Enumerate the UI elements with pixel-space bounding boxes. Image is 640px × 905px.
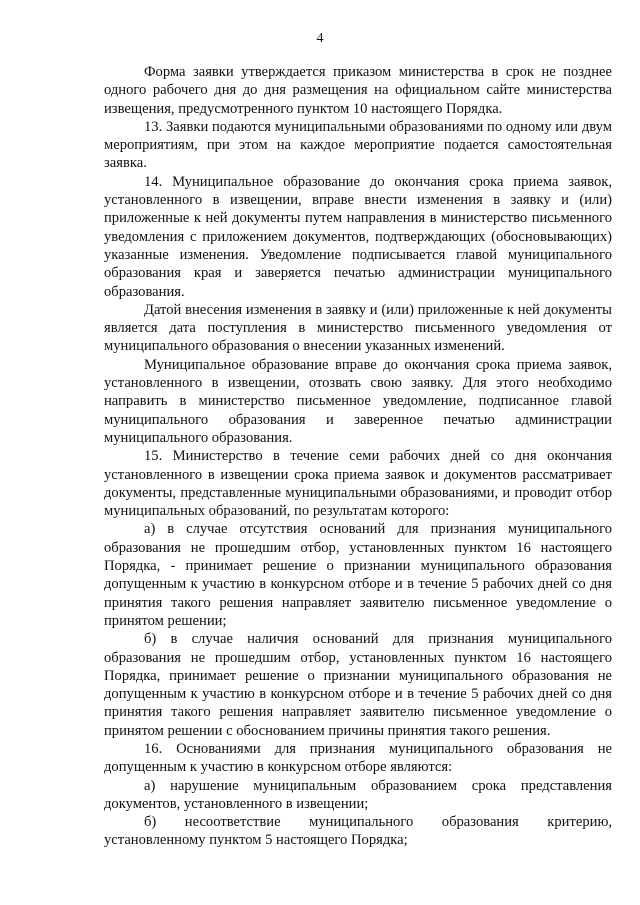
paragraph-item-15-a: а) в случае отсутствия оснований для признания муниципального образования не прошедшим отбор, установленных пунктом 16 настоящего Порядка, - принимает решение о признании муниципального образования допущенным к участию в конкурсном отборе и в течение 5 рабочих дней со дня принятия такого решения направляет заявителю письменное уведомление о принятом решении; <box>104 521 612 629</box>
paragraph-item-16: 16. Основаниями для признания муниципального образования не допущенным к участию в конкурсном отборе являются: <box>104 740 612 776</box>
paragraph-item-15: 15. Министерство в течение семи рабочих дней со дня окончания установленного в извещении срока приема заявок и документов рассматривает документы, представленные муниципальными образованиями, и проводит отбор муниципальных образований, по результатам которого: <box>104 448 612 520</box>
paragraph-withdrawal: Муниципальное образование вправе до окончания срока приема заявок, установленного в извещении, отозвать свою заявку. Для этого необходимо направить в министерство письменное уведомление, подписанное главой муниципального образования и заверенное печатью администрации муниципального образования. <box>104 356 612 446</box>
document-body <box>104 63 612 850</box>
paragraph-item-16-b: б) несоответствие муниципального образования критерию, установленному пунктом 5 настоящего Порядка; <box>104 814 612 849</box>
paragraph-change-date: Датой внесения изменения в заявку и (или) приложенные к ней документы является дата поступления в министерство письменного уведомления от муниципального образования о внесении указанных изменений. <box>104 301 612 355</box>
page-number: 4 <box>316 31 324 46</box>
paragraph-form-approval: Форма заявки утверждается приказом министерства в срок не позднее одного рабочего дня до дня размещения на официальном сайте министерства извещения, предусмотренного пунктом 10 настоящего Порядка. <box>104 64 612 117</box>
paragraph-item-16-a: а) нарушение муниципальным образованием срока представления документов, установленного в извещении; <box>104 777 612 812</box>
paragraph-item-13: 13. Заявки подаются муниципальными образованиями по одному или двум мероприятиям, при этом на каждое мероприятие подается самостоятельная заявка. <box>104 118 612 172</box>
paragraph-item-14: 14. Муниципальное образование до окончания срока приема заявок, установленного в извещении, вправе внести изменения в заявку и (или) приложенные к ней документы путем направления в министерство письменного уведомления с приложением документов, подтверждающих (обосновывающих) указанные изменения. Уведомление подписывается главой муниципального образования края и заверяется печатью администрации муниципального образования. <box>104 173 612 300</box>
paragraph-item-15-b: б) в случае наличия оснований для признания муниципального образования не прошедшим отбор, установленных пунктом 16 настоящего Порядка, принимает решение о признании муниципального образования не допущенным к участию в конкурсном отборе и в течение 5 рабочих дней со дня принятия такого решения направляет заявителю письменное уведомление о принятом решении с обоснованием причины принятия такого решения. <box>104 631 612 739</box>
